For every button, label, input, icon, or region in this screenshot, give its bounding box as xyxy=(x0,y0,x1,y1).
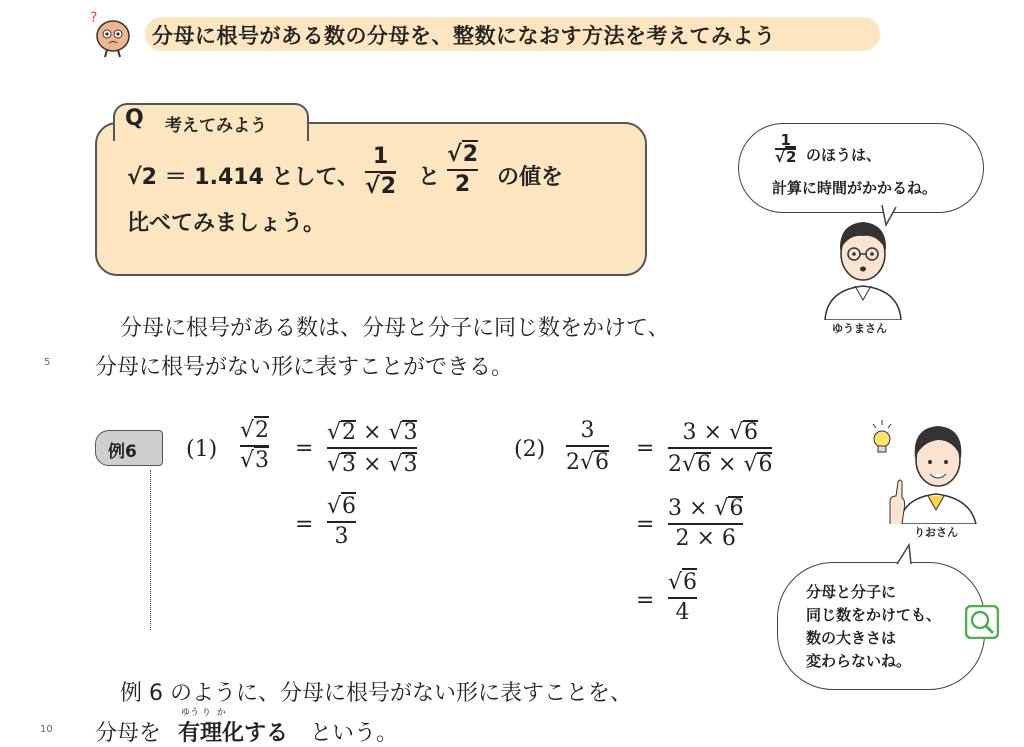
part2-fraction-b xyxy=(668,420,772,476)
bubble2-line2: 同じ数をかけても、 xyxy=(806,606,942,624)
part2-fraction-a xyxy=(566,420,609,474)
question-line2: 比べてみましょう。 xyxy=(127,211,326,236)
equals-sign: = xyxy=(295,436,314,461)
example-label: 例6 xyxy=(108,442,137,462)
fraction-denominator: 2 xyxy=(454,172,471,197)
part1-fraction-c xyxy=(327,496,356,548)
fraction-denominator: 3 xyxy=(334,524,349,549)
fraction-denominator: 4 xyxy=(675,600,690,625)
fraction-denominator: 2√ 6 × √ 6 xyxy=(668,452,773,477)
magnifier-icon[interactable] xyxy=(965,605,999,639)
fraction-numerator: 3 × √ 6 xyxy=(682,420,758,445)
bubble-tail xyxy=(895,543,919,565)
paragraph1-line1: 分母に根号がある数は、分母と分子に同じ数をかけて、 xyxy=(120,316,670,341)
character-rio-icon xyxy=(880,418,980,524)
bubble1-line1: のほうは、 xyxy=(806,146,882,164)
page-title: 分母に根号がある数の分母を、整数になおす方法を考えてみよう xyxy=(152,24,776,48)
question-connector: と xyxy=(418,165,441,190)
fraction-denominator: √3 xyxy=(240,448,270,473)
speaker-yuma: ゆうまさん xyxy=(832,322,887,335)
question-fraction-2 xyxy=(447,144,478,196)
fraction-numerator: √6 xyxy=(668,570,698,595)
fraction-numerator: 1 xyxy=(372,144,389,169)
question-label: 考えてみよう xyxy=(165,116,267,136)
svg-text:?: ? xyxy=(90,10,98,26)
bubble2-line4: 変わらないね。 xyxy=(806,652,912,670)
key-term: 有理化する xyxy=(178,721,289,746)
equals-sign: = xyxy=(636,512,655,537)
bubble2-line3: 数の大きさは xyxy=(806,629,897,647)
fraction-numerator: 3 xyxy=(580,418,595,443)
part1-fraction-a xyxy=(240,420,269,472)
fraction-numerator: √2 xyxy=(447,142,478,167)
equals-sign: = xyxy=(636,436,655,461)
line-number: 5 xyxy=(44,357,51,368)
bubble1-fraction xyxy=(775,133,796,165)
ruby-text: ゆう り か xyxy=(181,708,226,718)
question-line1-pre: √2 ＝ 1.414 として、 xyxy=(127,165,360,190)
paragraph2-line1: 例 6 のように、分母に根号がない形に表すことを、 xyxy=(120,681,632,706)
question-letter: Q xyxy=(125,106,144,131)
fraction-numerator: √6 xyxy=(327,494,357,519)
mascot-icon xyxy=(88,8,134,58)
example-divider xyxy=(150,470,151,630)
question-line1-post: の値を xyxy=(497,165,564,190)
part1-label: (1) xyxy=(186,437,218,462)
paragraph2-line2-post: という。 xyxy=(310,721,399,746)
equals-sign: = xyxy=(295,512,314,537)
line-number: 10 xyxy=(40,724,53,735)
part1-fraction-b xyxy=(327,420,417,476)
fraction-numerator: 1 xyxy=(780,131,791,149)
paragraph2-line2-pre: 分母を xyxy=(95,721,162,746)
part2-fraction-c xyxy=(668,496,743,550)
bubble1-line2: 計算に時間がかかるね。 xyxy=(772,179,938,197)
fraction-denominator: √ 3 × √ 3 xyxy=(327,452,418,477)
equals-sign: = xyxy=(636,588,655,613)
fraction-denominator: 2 × 6 xyxy=(675,526,736,551)
part2-label: (2) xyxy=(514,437,546,462)
paragraph1-line2: 分母に根号がない形に表すことができる。 xyxy=(95,355,514,380)
fraction-numerator: √2 xyxy=(240,418,270,443)
fraction-numerator: 3 × √ 6 xyxy=(668,496,744,521)
fraction-denominator: 2√ 6 xyxy=(566,450,610,475)
fraction-denominator: √2 xyxy=(775,148,797,166)
fraction-numerator: √ 2 × √ 3 xyxy=(327,420,418,445)
part2-fraction-d xyxy=(668,572,697,624)
fraction-denominator: √2 xyxy=(365,174,396,199)
speaker-rio: りおさん xyxy=(914,526,958,539)
bubble2-line1: 分母と分子に xyxy=(806,583,897,601)
question-fraction-1 xyxy=(365,146,396,198)
character-yuma-icon xyxy=(815,212,911,320)
